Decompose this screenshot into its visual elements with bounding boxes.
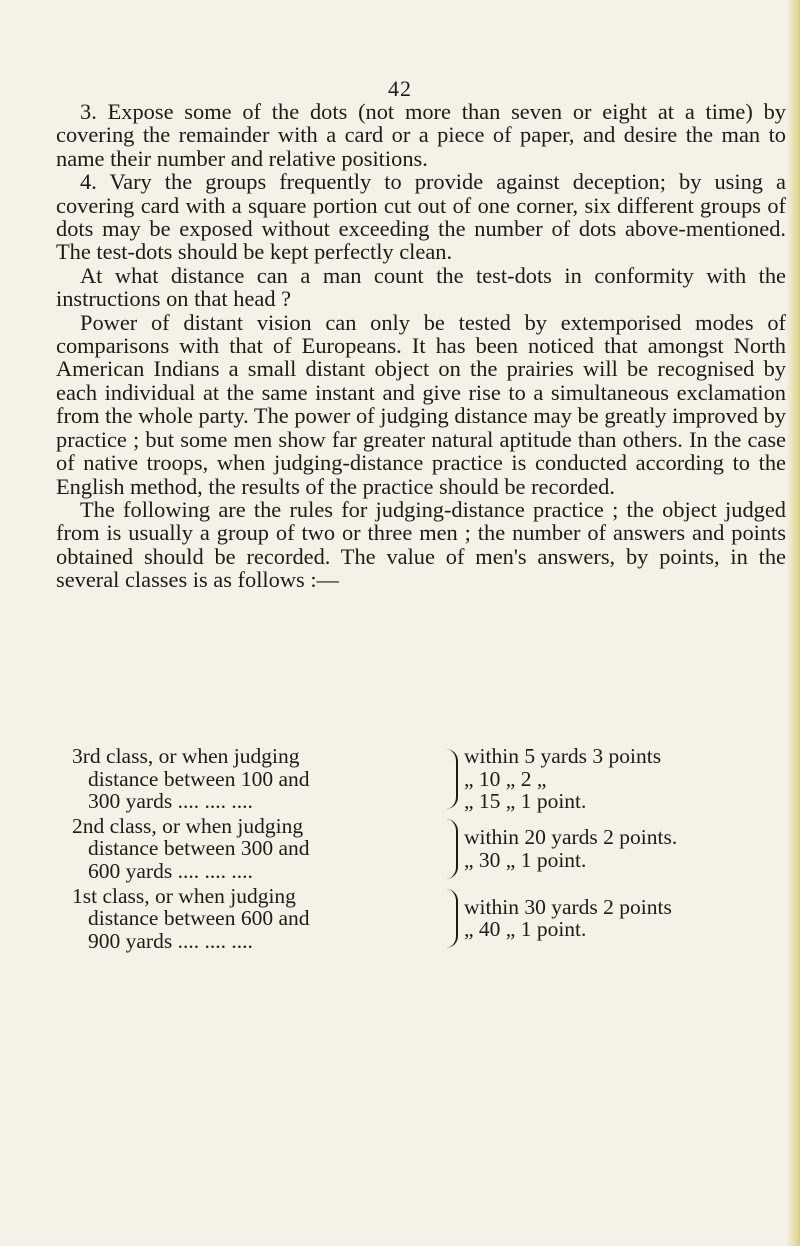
rule-condition: 1st class, or when judging distance between 600 and 900 yards .... .... .... [72, 883, 310, 953]
body-text [56, 100, 786, 592]
paragraph-distant-vision: Power of distant vision can only be tested by extemporised modes of comparisons with that of Europeans. It has been noticed that amongst North American Indians a small distant object on the prairies will be recognised by each individual at the same instant and give rise to a simultaneous exclamation from the whole party. The power of judging distance may be greatly improved by practice ; but some men show far greater natural aptitude than others. In the case of native troops, when judging-distance practice is conducted according to the English method, the results of the practice should be recorded. [56, 309, 786, 499]
rule-1st-class [56, 885, 786, 953]
right-brace [442, 819, 458, 879]
scoring-rules [56, 745, 786, 954]
rule-scores: within 30 yards 2 points „ 40 „ 1 point. [464, 894, 672, 942]
paragraph-3: 3. Expose some of the dots (not more than seven or eight at a time) by covering the remainder with a card or a piece of paper, and desire the man to name their number and relative positions. [56, 99, 786, 171]
right-brace [442, 889, 458, 949]
rule-2nd-class [56, 815, 786, 883]
rule-scores: within 5 yards 3 points „ 10 „ 2 „ „ 15 „ 1 point. [464, 744, 662, 814]
rule-scores: within 20 yards 2 points. „ 30 „ 1 point. [464, 825, 678, 872]
page-number: 42 [388, 76, 412, 101]
rule-3rd-class [56, 745, 786, 813]
right-brace [442, 749, 458, 809]
paragraph-4: 4. Vary the groups frequently to provide against deception; by using a covering card with a square portion cut out of one corner, six different groups of dots may be exposed without exceeding the number of dots above-mentioned. The test-dots should be kept perfectly clean. [56, 169, 786, 265]
page-edge-shadow [786, 0, 800, 1246]
rule-condition: 3rd class, or when judging distance between 100 and 300 yards .... .... .... [72, 744, 310, 814]
paragraph-rules-intro: The following are the rules for judging-distance practice ; the object judged from is usually a group of two or three men ; the number of answers and points obtained should be recorded. The value of men's answers, by points, in the several classes is as follows :— [56, 496, 786, 593]
rule-condition: 2nd class, or when judging distance between 300 and 600 yards .... .... .... [72, 813, 310, 883]
paragraph-question: At what distance can a man count the test-dots in conformity with the instructions on that head ? [56, 262, 786, 312]
